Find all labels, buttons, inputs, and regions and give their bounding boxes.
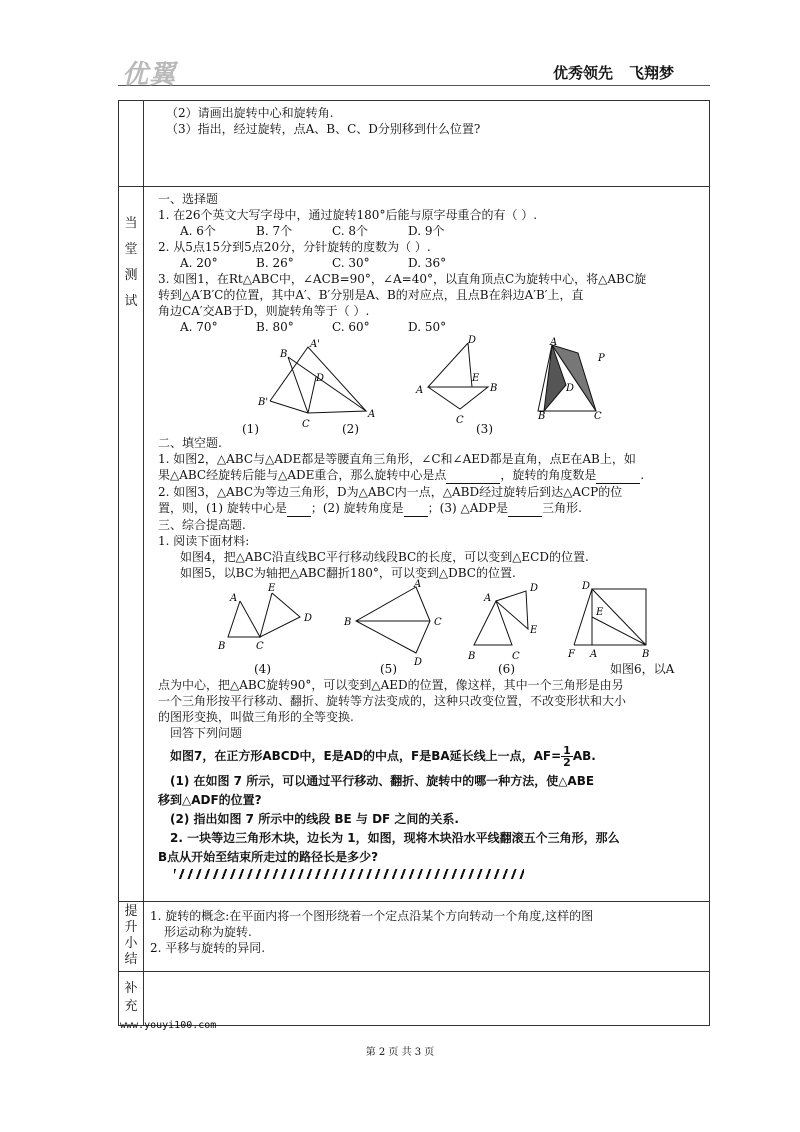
fraction-one-half	[561, 745, 573, 768]
option: C. 30°	[332, 256, 370, 270]
row-summary	[119, 902, 710, 972]
fraction-denominator: 2	[563, 756, 571, 769]
fig1-label-c: C	[302, 419, 310, 430]
hatched-ground-line	[174, 869, 524, 879]
fig3-label-b: B	[538, 411, 546, 422]
choice-q2: 2. 从5点15分到5点20分，分针旋转的度数为（ ）.	[158, 240, 431, 254]
brand-logo: 优翼	[122, 60, 177, 90]
option: D. 36°	[408, 256, 447, 270]
option: A. 6个	[180, 224, 216, 238]
fig4-triangles-2	[260, 593, 300, 637]
test-content	[144, 187, 710, 902]
text-fragment: 三角形.	[542, 501, 582, 515]
fill-title: 二、填空题.	[158, 436, 222, 450]
fig4-label-b: B	[218, 641, 226, 652]
slogan-part-2: 飞翔梦	[628, 64, 674, 82]
fig2-label-d: D	[468, 335, 477, 346]
worksheet-table	[118, 100, 710, 1026]
side-char: 测	[124, 268, 138, 283]
fig1-triangle-abc	[288, 357, 366, 413]
summary-item-1b: 形运动称为旋转.	[164, 925, 252, 939]
fig-caption-5: (5)	[380, 662, 397, 676]
page-header	[118, 52, 710, 90]
material-line1: 如图4，把△ABC沿直线BC平行移动线段BC的长度，可以变到△ECD的位置.	[180, 550, 589, 564]
summary-item-2: 2. 平移与旋转的异同.	[150, 941, 266, 955]
text-fragment: .	[640, 468, 645, 482]
fig2-label-b: B	[490, 383, 498, 394]
fig5-label-d: D	[414, 657, 423, 668]
figure-6	[468, 583, 558, 663]
fig5-label-b: B	[344, 617, 352, 628]
fill-blank[interactable]	[596, 467, 640, 484]
question-3: （3）指出，经过旋转，点A、B、C、D分别移到什么位置?	[166, 122, 481, 136]
question-m2-line2: B点从开始至结束所走过的路径长是多少?	[158, 850, 379, 864]
text-fragment: 置，则，(1) 旋转中心是	[158, 501, 287, 515]
fig2-label-a: A	[416, 385, 424, 396]
fill-q1-line1: 1. 如图2，△ABC与△ADE都是等腰直角三角形，∠C和∠AED都是直角，点E在AB上，如	[158, 452, 636, 466]
fig3-label-d: D	[566, 383, 575, 394]
supplement-content	[144, 972, 710, 1026]
fig-caption-6: (6)	[498, 662, 515, 676]
option: B. 80°	[256, 320, 294, 334]
side-char: 升	[124, 920, 138, 935]
side-char: 充	[124, 999, 138, 1014]
option: B. 26°	[256, 256, 294, 270]
choice-q3-options	[158, 319, 703, 335]
fig-caption-2: (2)	[342, 422, 359, 436]
fig7-label-e: E	[596, 607, 604, 618]
slogan-part-1: 优秀领先	[552, 64, 613, 82]
summary-item-1a: 1. 旋转的概念:在平面内将一个图形绕着一个定点沿某个方向转动一个角度,这样的图	[150, 909, 594, 923]
header-slogan	[537, 62, 674, 83]
row-exercise-continued	[119, 101, 710, 187]
fig2-label-e: E	[472, 373, 480, 384]
fig6-label-e: E	[530, 625, 538, 636]
fig1-label-d: D	[316, 373, 325, 384]
fig-caption-1: (1)	[242, 422, 259, 436]
question-7-part2: (2) 指出如图 7 所示中的线段 BE 与 DF 之间的关系.	[170, 812, 459, 826]
fig3-label-c: C	[594, 411, 602, 422]
fig7-lines	[574, 589, 646, 645]
summary-content	[144, 902, 710, 972]
answer-prompt: 回答下列问题	[170, 726, 243, 740]
option: D. 50°	[408, 320, 447, 334]
choice-q3-line1: 3. 如图1，在Rt△ABC中，∠ACB=90°，∠A=40°，以直角顶点C为旋转中心，将△ABC旋	[158, 272, 647, 286]
fill-blank[interactable]	[446, 467, 500, 484]
option: A. 70°	[180, 320, 218, 334]
side-char: 堂	[124, 242, 138, 257]
fig1-line-bc	[270, 401, 308, 413]
fig1-line-cd	[308, 377, 316, 413]
choice-q3-line2: 转到△A′B′C的位置，其中A′、B′分别是A、B的对应点，且点B在斜边A′B′上，直	[158, 288, 584, 302]
side-char: 补	[124, 981, 138, 996]
text-fragment: AB.	[572, 749, 596, 763]
fig3-label-p: P	[598, 353, 605, 364]
fig1-label-a-prime: A'	[310, 339, 320, 350]
fig4-triangles	[228, 601, 260, 637]
side-label-summary	[119, 902, 144, 972]
choice-q1-options	[158, 223, 703, 239]
figure-5	[344, 579, 454, 668]
fig6-label-b: B	[468, 651, 476, 662]
fig5-label-a: A	[414, 579, 422, 590]
fill-blank[interactable]	[508, 500, 542, 517]
option: C. 8个	[332, 224, 369, 238]
material-line4: 一个三角形按平行移动、翻折、旋转等方法变成的，这种只改变位置，不改变形状和大小	[158, 694, 627, 708]
side-label-test	[119, 187, 144, 902]
material-line3: 点为中心，把△ABC旋转90°，可以变到△AED的位置，像这样，其中一个三角形是由另	[158, 678, 624, 692]
fig3-label-a: A	[550, 337, 558, 348]
option: D. 9个	[408, 224, 445, 238]
text-fragment: ；(2) 旋转角度是	[310, 501, 404, 515]
fig6-label-d: D	[530, 583, 539, 594]
material-title: 1. 阅读下面材料:	[158, 534, 250, 548]
side-char: 试	[124, 294, 138, 309]
side-label-empty	[119, 101, 144, 187]
question-2: （2）请画出旋转中心和旋转角.	[166, 106, 334, 120]
fig6-triangle-abc	[474, 601, 512, 645]
fill-q2-line1: 2. 如图3，△ABC为等边三角形，D为△ABC内一点，△ABD经过旋转后到达△ACP的位	[158, 485, 623, 499]
choice-q2-options	[158, 255, 703, 271]
fig4-label-d: D	[304, 613, 313, 624]
fig4-label-a: A	[230, 593, 238, 604]
fig6-triangle-aed	[496, 591, 528, 629]
choice-q1: 1. 在26个英文大写字母中，通过旋转180°后能与原字母重合的有（ ）.	[158, 208, 538, 222]
choice-title: 一、选择题	[158, 192, 219, 206]
fig7-label-b: B	[642, 649, 650, 660]
fig7-label-a: A	[590, 649, 598, 660]
text-fragment: ，旋转的角度数是	[500, 468, 597, 482]
fill-blank[interactable]	[404, 500, 428, 517]
side-label-supplement	[119, 972, 144, 1026]
figure-3	[538, 337, 628, 422]
fig-caption-4: (4)	[254, 662, 271, 676]
side-char: 结	[124, 952, 138, 967]
figures-row-1	[158, 335, 703, 435]
choice-q3-line3: 角边CA′交AB于D，则旋转角等于（ ）.	[158, 304, 370, 318]
fig1-label-b-prime: B'	[258, 397, 269, 408]
fig2-label-c: C	[456, 415, 464, 426]
row-classroom-test	[119, 187, 710, 902]
option: C. 60°	[332, 320, 370, 334]
question-7-part1b: 移到△ADF的位置?	[158, 793, 262, 807]
fig-caption-3: (3)	[476, 422, 493, 436]
fig4-label-e: E	[268, 583, 276, 594]
fig7-label-f: F	[568, 649, 575, 660]
exercise-continued	[144, 101, 710, 187]
footer-url: www.youyi100.com	[120, 1020, 217, 1031]
fig7-label-d: D	[582, 581, 591, 592]
material-line2: 如图5，以BC为轴把△ABC翻折180°，可以变到△DBC的位置.	[180, 566, 516, 580]
row-supplement	[119, 972, 710, 1026]
figure-7	[562, 581, 662, 661]
side-char: 提	[124, 904, 138, 919]
side-char: 小	[124, 936, 138, 951]
material-line5: 的图形变换，叫做三角形的全等变换.	[158, 710, 354, 724]
fill-q1-line2	[158, 467, 703, 484]
option: B. 7个	[256, 224, 293, 238]
question-7-part1a: (1) 在如图 7 所示，可以通过平行移动、翻折、旋转中的哪一种方法，使△ABE	[170, 774, 595, 788]
page-number: 第 2 页 共 3 页	[365, 1047, 435, 1058]
fig5-label-c: C	[434, 617, 442, 628]
figure-4	[216, 583, 326, 663]
option: A. 20°	[180, 256, 218, 270]
fig1-label-b: B	[280, 349, 288, 360]
fill-q2-line2	[158, 500, 703, 517]
text-fragment: 果△ABC经旋转后能与△ADE重合，那么旋转中心是点	[158, 468, 447, 482]
fill-blank[interactable]	[287, 500, 311, 517]
question-7-statement	[158, 745, 703, 768]
fig4-label-c: C	[256, 641, 264, 652]
figure-1	[258, 339, 388, 429]
figure-2	[408, 335, 498, 435]
fraction-numerator: 1	[563, 744, 571, 757]
fig5-kite	[356, 587, 430, 653]
fig6-label-c: C	[512, 651, 520, 662]
fig1-label-a: A	[368, 409, 376, 420]
comp-title: 三、综合提高题.	[158, 518, 246, 532]
fig6-label-a: A	[484, 593, 492, 604]
question-m2-line1: 2. 一块等边三角形木块，边长为 1，如图，现将木块沿水平线翻滚五个三角形，那么	[170, 831, 620, 845]
material-line-tail: 如图6，以A	[610, 662, 675, 676]
text-fragment: 如图7，在正方形ABCD中，E是AD的中点，F是BA延长线上一点，AF=	[170, 749, 562, 763]
figures-row-2	[158, 581, 703, 677]
side-char: 当	[124, 216, 138, 231]
text-fragment: ；(3) △ADP是	[427, 501, 509, 515]
